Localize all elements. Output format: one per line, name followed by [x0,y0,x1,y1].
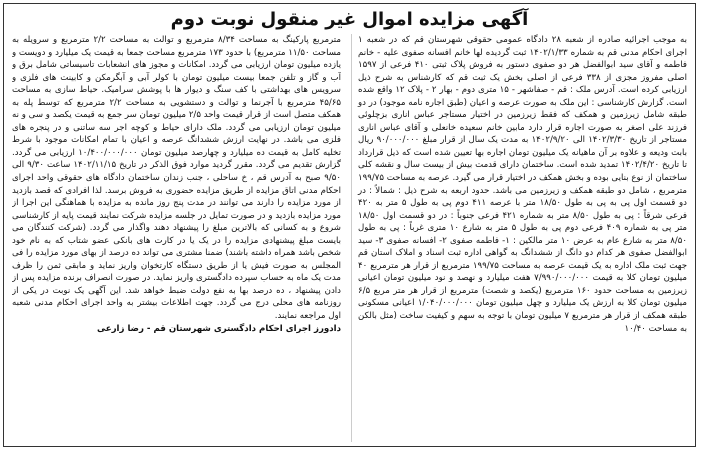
signature-line: دادورز اجرای احکام دادگستری شهرستان قم - رضا زارعی [97,323,341,334]
notice-title: آگهی مزایده اموال غیر منقول نوبت دوم [170,9,529,30]
notice-body [12,34,687,442]
body-column-left [12,34,341,442]
notice-frame [3,3,696,447]
body-text-right: به موجب اجرائیه صادره از شعبه ۲۸ دادگاه عمومی حقوقی شهرستان قم که در شعبه ۱ اجرای احکام مدنی قم به شماره ۱۴۰۲/۱/۳۳ ثبت گردیده لها خانم افسانه صفوی علیه - خانم فاطمه و آقای سید ابوالفضل هر دو صفوی دستور به فروش پلاک ثبتی ۴۱۰ فرعی از ۱۵۹۷ اصلی مفروز مجزی از ۳۳۸ فرعی از اصلی بخش یک ثبت قم که کارشناس به شرح ذیل ارزیابی کرده است. آدرس ملک : قم - صفاشهر - ۱۵ متری دوم - بهار ۲ - پلاک ۱۲ واقع شده است. گزارش کارشناسی : این ملک به صورت عرصه و اعیان (طبق اجاره نامه موجود) در دو طبقه شامل زیرزمین و همکف که فقط زیرزمین در اختیار مستاجر عباس اناری بزچلوئی فرزند علی اصغر به صورت اجاره قرار دارد مابین خانم سعیده خانعلی و آقای عباس اناری مستاجر از تاریخ ۱۴۰۲/۳/۳۰ الی ۱۴۰۲/۹/۲۰ به مدت یک سال از قرار مبلغ ۹۰/۰۰۰/۰۰۰ ریال بابت ودیعه و علاوه بر آن ماهیانه یک میلیون تومان اجاره بها تعیین شده است که ذیل قرارداد تا تاریخ ۱۴۰۲/۴/۲۰ تمدید شده است. ساختمان دارای قدمت بیش از بیست سال و نقشه کلی ساختمان از نوع بنایی بوده و بخش همکف در اختیار قرار می گیرد. عرصه به مساحت ۱۹۹/۷۵ مترمربع ، شامل دو طبقه همکف و زیرزمین می باشد. حدود اربعه به شرح ذیل : شمالاً : در دو قسمت اول پی به پی به طول ۱۸/۵۰ متر با عرصه ۴۱۱ دوم پی به طول ۵ متر به ۴۲۰ فرعی شرقاً : پی به طول ۸/۵۰ متر به شماره ۴۲۱ فرعی جنوباً : در دو قسمت اول ۱۸/۵۰ متر پی به شماره ۴۰۹ فرعی دوم پی به طول ۵ متر به شارع ۱۰ متری غرباً : پی به طول ۸/۵۰ متر به شارع عام به عرض ۱۰ متر مالکین : ۱- فاطمه صفوی ۲- افسانه صفوی ۳- سید ابوالفضل صفوی هر کدام دو دانگ از ششدانگ به گواهی اداره ثبت اسناد و املاک استان قم جهت ثبت ملک اداره به یک قیمت عرصه به مساحت ۱۹۹/۷۵ مترمربع از قرار هر مترمربع ۴۰ میلیون تومان کلا به قیمت ۷/۹۹۰/۰۰۰/۰۰۰ هفت میلیارد و نهصد و نود میلیون تومان اعیانی زیرزمین به مساحت حدود ۱۶۰ مترمربع (یکصد و شصت) مترمربع از قرار هر متر مربع ۶/۵ میلیون تومان کلا به ارزش یک میلیارد و چهل میلیون تومان ۱/۰۴۰/۰۰۰/۰۰۰ اعیانی مسکونی طبقه همکف از قرار هر مترمربع ۷ میلیون تومان با توجه به سهم و کیفیت ساخت (مثل بالکن به مساحت ۱۰/۴۰ [358,35,687,334]
body-column-right [351,34,687,442]
body-text-left: مترمربع پارکینگ به مساحت ۸/۳۴ مترمربع و توالت به مساحت ۲/۲ مترمربع و سرویله به مساحت ۱۱/۵۰ مترمربع) با حدود ۱۷۳ مترمربع مساحت جمعا به قیمت یک میلیارد و دویست و یازده میلیون تومان ارزیابی می گردد. امکانات و مجوز های انشعابات تاسیساتی شامل برق و آب و گاز و تلفن جمعا بیست میلیون تومان با کولر آبی و آبگرمکن و کابینت های فلزی و سرویس های بهداشتی با کف سنگ و دیوار ها با پوشش سرامیک. حیاط سازی به مساحت ۴۵/۶۵ مترمربع با آجرنما و توالت و دستشویی به مساحت ۲/۲ مترمربع که توسط پله به همکف متصل است از قرار قیمت واحد ۲/۵ میلیون تومان سر جمع به قیمت یکصد و سی و نه میلیون تومان ارزیابی می گردد. ملک دارای حیاط و کوچه اجر سه ساتنی و در پنجره های فلزی می باشد. در نهایت ارزش ششدانگ عرصه و اعیان با تمام امکانات موجود با شرط تخلیه کامل به قیمت ده میلیارد و چهارصد میلیون تومان ۱۰/۴۰۰/۰۰۰/۰۰۰ ارزیابی می گردد. گزارش تقدیم می گردد. مقرر گردید موارد فوق الذکر در تاریخ ۱۴۰۲/۱۱/۱۵ ساعت ۹/۳۰ الی ۹/۵۰ صبح به آدرس قم ، خ ساحلی ، جنب زندان ساختمان دادگاه های حقوقی واحد اجرای احکام مدنی اتاق مزایده از طریق مزایده حضوری به فروش برسد. لذا افرادی که قصد بازدید از مورد مزایده را دارند می توانند در مدت پنج روز مانده به مزایده با هماهنگی این اجرا از مورد مزایده بازدید و در صورت تمایل در جلسه مزایده شرکت نمایند قیمت پایه از کارشناسی شروع و به کسانی که بالاترین مبلغ را پیشنهاد دهند واگذار می گردد. (شرکت کنندگان می بایست مبلغ پیشنهادی مزایده را در یک یا در کارت های بانکی عضو شتاب که به نام خود شخص باشد همراه داشته باشند) ضمنا مشتری می تواند ده درصد از بهای مورد مزایده را فی المجلس به صورت فیش یا از طریق دستگاه کارتخوان واریز نماید و مابقی ثمن را ظرف مدت یک ماه به حساب سپرده دادگستری واریز نماید. در صورت انصراف برنده مزایده پس از دادن پیشنهاد ، ده درصد بها به نفع دولت ضبط خواهد شد. این آگهی یک نوبت در یکی از روزنامه های محلی درج می گردد. جهت اطلاعات بیشتر به واحد اجرای احکام مدنی شعبه اول مراجعه نمایند. [12,35,341,322]
